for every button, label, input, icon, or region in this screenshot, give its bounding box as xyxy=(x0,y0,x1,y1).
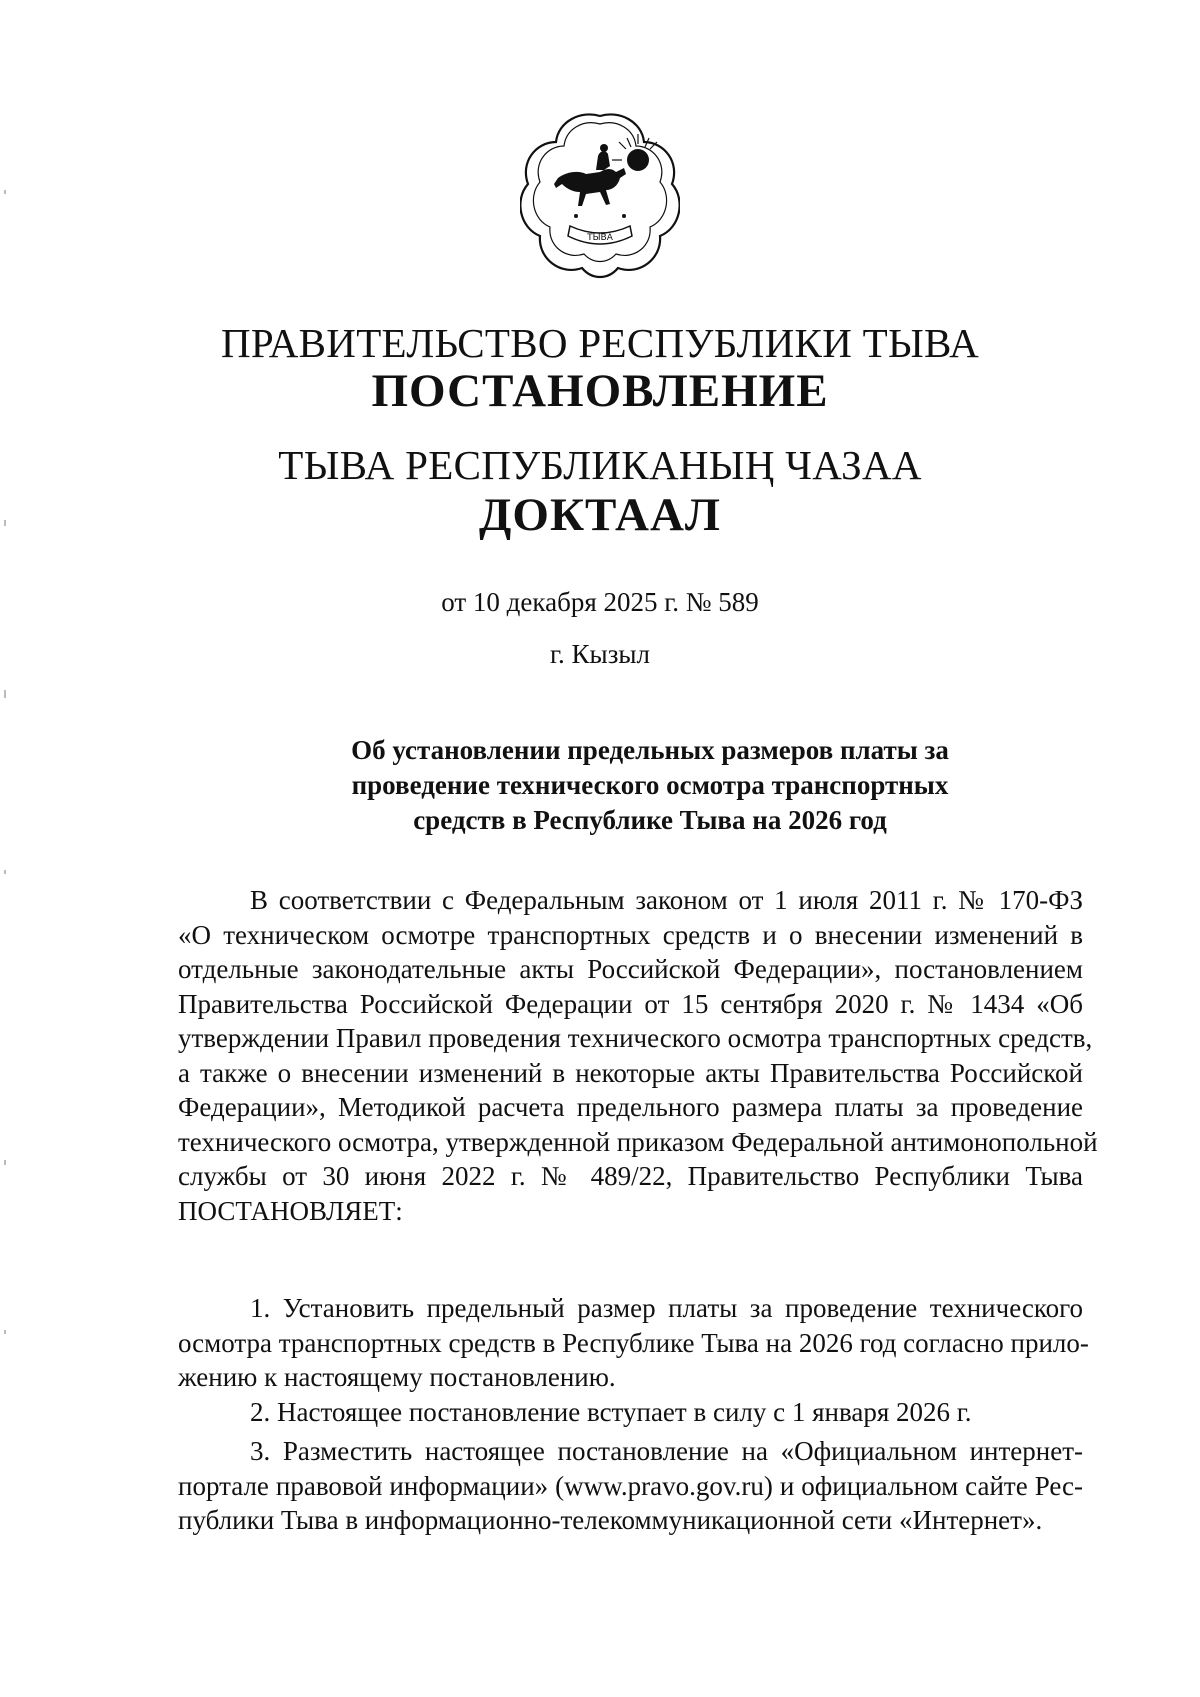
item-line: портале правовой информации» (www.pravo.gov.ru) и официальном сайте Рес- xyxy=(178,1470,1083,1501)
preamble-line: отдельные законодательные акты Российской Федерации», постановлением xyxy=(178,954,1083,984)
scan-edge-mark xyxy=(4,690,6,698)
subject-line: Об установлении предельных размеров платы за xyxy=(351,735,949,765)
item-paragraph-3 xyxy=(178,1434,1083,1538)
document-city: г. Кызыл xyxy=(550,639,650,669)
preamble-paragraph xyxy=(178,883,1098,1228)
scan-edge-mark xyxy=(4,870,6,874)
item-line: осмотра транспортных средств в Республике Тыва на 2026 год согласно прило- xyxy=(178,1327,1089,1358)
emblem-ribbon-text: ТЫВА xyxy=(587,233,613,243)
item-line: жению к настоящему постановлению. xyxy=(178,1362,616,1392)
preamble-line: В соответствии с Федеральным законом от 1 июля 2011 г. № 170-ФЗ xyxy=(250,885,1083,915)
preamble-line: ПОСТАНОВЛЯЕТ: xyxy=(178,1195,403,1226)
preamble-line: службы от 30 июня 2022 г. № 489/22, Правительство Республики Тыва xyxy=(178,1161,1083,1191)
preamble-line: технического осмотра, утвержденной приказом Федеральной антимонопольной xyxy=(178,1126,1098,1157)
item-paragraph-2 xyxy=(178,1395,1083,1430)
preamble-line: а также о внесении изменений в некоторые акты Правительства Российской xyxy=(178,1057,1083,1088)
scan-edge-mark xyxy=(4,190,6,194)
item-line: 3. Разместить настоящее постановление на «Официальном интернет- xyxy=(250,1436,1083,1466)
item-line: публики Тыва в информационно-телекоммуникационной сети «Интернет». xyxy=(178,1505,1043,1535)
preamble-line: «О техническом осмотре транспортных средств и о внесении изменений в xyxy=(178,919,1083,950)
item-line: 1. Установить предельный размер платы за проведение технического xyxy=(250,1293,1083,1323)
document-subject xyxy=(300,733,1000,838)
item-line: 2. Настоящее постановление вступает в силу с 1 января 2026 г. xyxy=(250,1397,972,1427)
government-name-ru: ПРАВИТЕЛЬСТВО РЕСПУБЛИКИ ТЫВА xyxy=(220,320,980,366)
item-paragraph-1 xyxy=(178,1291,1089,1395)
subject-line: проведение технического осмотра транспортных xyxy=(351,770,949,800)
subject-line: средств в Республике Тыва на 2026 год xyxy=(413,805,887,835)
scan-edge-mark xyxy=(4,1330,6,1334)
government-name-tyv: ТЫВА РЕСПУБЛИКАНЫҢ ЧАЗАА xyxy=(278,442,922,488)
document-type-ru: ПОСТАНОВЛЕНИЕ xyxy=(371,365,829,417)
scan-edge-mark xyxy=(4,520,6,526)
preamble-line: Правительства Российской Федерации от 15 сентября 2020 г. № 1434 «Об xyxy=(178,988,1083,1019)
preamble-line: Федерации», Методикой расчета предельного размера платы за проведение xyxy=(178,1092,1083,1122)
document-date-number: от 10 декабря 2025 г. № 589 xyxy=(441,587,759,617)
preamble-line: утверждении Правил проведения технического осмотра транспортных средств, xyxy=(178,1023,1093,1053)
document-type-tyv: ДОКТААЛ xyxy=(479,489,721,541)
scan-edge-mark xyxy=(4,1160,6,1165)
tuva-coat-of-arms-icon xyxy=(520,108,680,283)
